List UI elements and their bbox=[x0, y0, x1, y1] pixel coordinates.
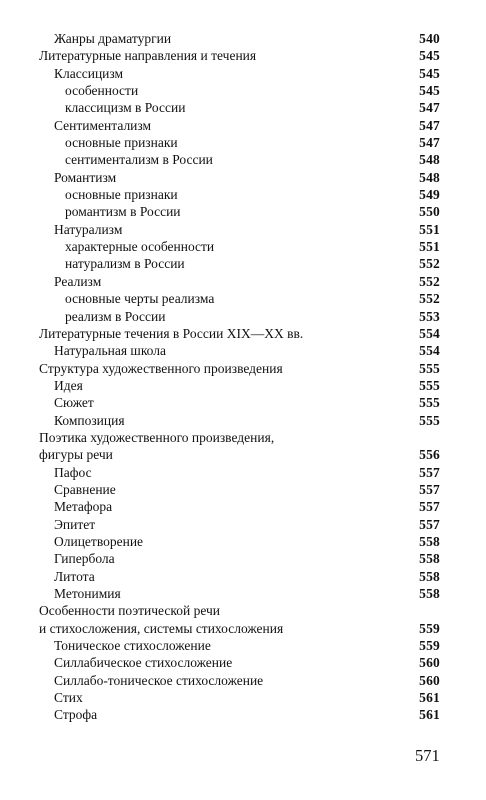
toc-entry-page: 548 bbox=[419, 169, 440, 185]
toc-entry bbox=[39, 65, 440, 82]
toc-entry bbox=[39, 533, 440, 550]
toc-entry-page: 549 bbox=[419, 187, 440, 203]
toc-entry bbox=[39, 290, 440, 307]
toc-entry-label: Романтизм bbox=[54, 169, 117, 185]
toc-entry bbox=[39, 550, 440, 567]
toc-entry-page: 554 bbox=[419, 343, 440, 359]
toc-entry-page: 552 bbox=[419, 256, 440, 272]
toc-entry-label: сентиментализм в России bbox=[65, 152, 213, 168]
toc-entry-label: Метонимия bbox=[54, 586, 121, 601]
toc-entry-page: 559 bbox=[419, 620, 440, 636]
toc-entry-label: основные признаки bbox=[65, 187, 178, 203]
toc-entry-label: натурализм в России bbox=[65, 256, 185, 272]
toc-entry-page: 558 bbox=[419, 533, 440, 549]
toc-entry-page: 552 bbox=[419, 273, 440, 289]
toc-entry-page: 560 bbox=[419, 655, 440, 671]
toc-entry bbox=[39, 325, 440, 342]
toc-entry bbox=[39, 82, 440, 99]
toc-entry-label: основные признаки bbox=[65, 135, 178, 151]
toc-entry bbox=[39, 446, 440, 463]
toc-entry-label: Классицизм bbox=[54, 65, 124, 81]
toc-entry bbox=[39, 134, 440, 151]
toc-entry bbox=[39, 568, 440, 585]
toc-entry bbox=[39, 394, 440, 411]
toc-entry-page: 552 bbox=[419, 291, 440, 307]
toc-entry bbox=[39, 117, 440, 134]
toc-entry-page: 548 bbox=[419, 152, 440, 168]
toc-entry-page: 558 bbox=[419, 568, 440, 584]
toc-entry-page: 554 bbox=[419, 325, 440, 341]
toc-entry-label: особенности bbox=[65, 83, 139, 99]
toc-entry-label: Силлабическое стихосложение bbox=[54, 655, 233, 671]
toc-entry bbox=[39, 238, 440, 255]
toc-entry-page: 555 bbox=[419, 412, 440, 428]
toc-entry-label: Эпитет bbox=[54, 516, 96, 532]
toc-entry bbox=[39, 377, 440, 394]
toc-entry-page: 557 bbox=[419, 464, 440, 480]
toc-entry bbox=[39, 30, 440, 47]
toc-entry-label: классицизм в России bbox=[65, 100, 186, 116]
toc-entry-page: 560 bbox=[419, 672, 440, 688]
toc-entry bbox=[39, 273, 440, 290]
toc-entry-label: Поэтика художественного произведения, bbox=[39, 429, 275, 445]
toc-entry bbox=[39, 360, 440, 377]
toc-entry-page: 545 bbox=[419, 48, 440, 64]
toc-entry-page: 561 bbox=[419, 690, 440, 706]
toc-entry bbox=[39, 151, 440, 168]
toc-entry-label: реализм в России bbox=[65, 308, 166, 324]
toc-entry bbox=[39, 620, 440, 637]
toc-entry-page: 547 bbox=[419, 117, 440, 133]
toc-entry-page: 559 bbox=[419, 638, 440, 654]
toc-entry-label: Тоническое стихосложение bbox=[54, 638, 211, 654]
toc-entry-label: Строфа bbox=[54, 707, 98, 723]
toc-entry-label: характерные особенности bbox=[65, 239, 215, 255]
toc-entry-page: 557 bbox=[419, 499, 440, 515]
toc-entry bbox=[39, 464, 440, 481]
toc-entry-label: Олицетворение bbox=[54, 533, 144, 549]
toc-entry-label: Сравнение bbox=[54, 481, 116, 497]
toc-entry-page: 557 bbox=[419, 481, 440, 497]
toc-entry-page: 556 bbox=[419, 447, 440, 463]
toc-entry-label: Стих bbox=[54, 690, 83, 706]
toc-entry-label: Литературные направления и течения bbox=[39, 48, 257, 64]
toc-entry-label: Идея bbox=[54, 377, 83, 393]
toc-entry bbox=[39, 498, 440, 515]
toc-entry-page: 540 bbox=[419, 31, 440, 46]
toc-entry bbox=[39, 706, 440, 723]
toc-entry bbox=[39, 203, 440, 220]
toc-entry-label: основные черты реализма bbox=[65, 291, 215, 307]
toc-entry bbox=[39, 47, 440, 64]
toc-entry bbox=[39, 602, 440, 619]
toc-entry-page: 561 bbox=[419, 707, 440, 723]
toc-entry-page: 558 bbox=[419, 586, 440, 601]
toc-entry-label: Сентиментализм bbox=[54, 117, 152, 133]
toc-entry bbox=[39, 654, 440, 671]
toc-entry-page: 545 bbox=[419, 83, 440, 99]
toc-entry bbox=[39, 169, 440, 186]
toc-entry bbox=[39, 99, 440, 116]
toc-entry-page: 555 bbox=[419, 360, 440, 376]
toc-entry-page: 547 bbox=[419, 135, 440, 151]
toc-entry-label: Пафос bbox=[54, 464, 92, 480]
toc-entry-label: и стихосложения, системы стихосложения bbox=[39, 620, 284, 636]
toc-entry bbox=[39, 689, 440, 706]
toc-entry bbox=[39, 637, 440, 654]
toc-entry-label: Натуральная школа bbox=[54, 343, 166, 359]
toc-entry-page: 557 bbox=[419, 516, 440, 532]
toc-entry-page: 545 bbox=[419, 65, 440, 81]
toc-entry-label: Структура художественного произведения bbox=[39, 360, 283, 376]
toc-entry-label: фигуры речи bbox=[39, 447, 113, 463]
toc-entry bbox=[39, 672, 440, 689]
toc-entry bbox=[39, 429, 440, 446]
toc-entry bbox=[39, 481, 440, 498]
table-of-contents bbox=[39, 30, 440, 724]
toc-entry bbox=[39, 186, 440, 203]
toc-entry-page: 551 bbox=[419, 221, 440, 237]
toc-entry-page: 553 bbox=[419, 308, 440, 324]
toc-entry-label: Реализм bbox=[54, 273, 102, 289]
toc-entry bbox=[39, 412, 440, 429]
toc-entry-label: Натурализм bbox=[54, 221, 123, 237]
toc-entry-page: 555 bbox=[419, 377, 440, 393]
toc-entry-page: 551 bbox=[419, 239, 440, 255]
toc-entry bbox=[39, 255, 440, 272]
toc-entry-label: Особенности поэтической речи bbox=[39, 603, 221, 619]
toc-entry-label: Литературные течения в России XIX—XX вв. bbox=[39, 325, 304, 341]
toc-entry-page: 550 bbox=[419, 204, 440, 220]
toc-entry-label: Композиция bbox=[54, 412, 125, 428]
toc-entry-page: 547 bbox=[419, 100, 440, 116]
toc-entry-page: 558 bbox=[419, 551, 440, 567]
toc-entry bbox=[39, 516, 440, 533]
page-number: 571 bbox=[415, 746, 440, 765]
toc-entry-label: Жанры драматургии bbox=[54, 31, 172, 46]
toc-entry-label: романтизм в России bbox=[65, 204, 181, 220]
toc-entry-label: Гипербола bbox=[54, 551, 115, 567]
toc-entry-label: Силлабо-тоническое стихосложение bbox=[54, 672, 264, 688]
toc-entry bbox=[39, 308, 440, 325]
toc-entry-label: Метафора bbox=[54, 499, 113, 515]
toc-entry-page: 555 bbox=[419, 395, 440, 411]
toc-entry bbox=[39, 342, 440, 359]
toc-entry bbox=[39, 585, 440, 602]
toc-entry bbox=[39, 221, 440, 238]
toc-entry-label: Литота bbox=[54, 568, 95, 584]
toc-entry-label: Сюжет bbox=[54, 395, 94, 411]
